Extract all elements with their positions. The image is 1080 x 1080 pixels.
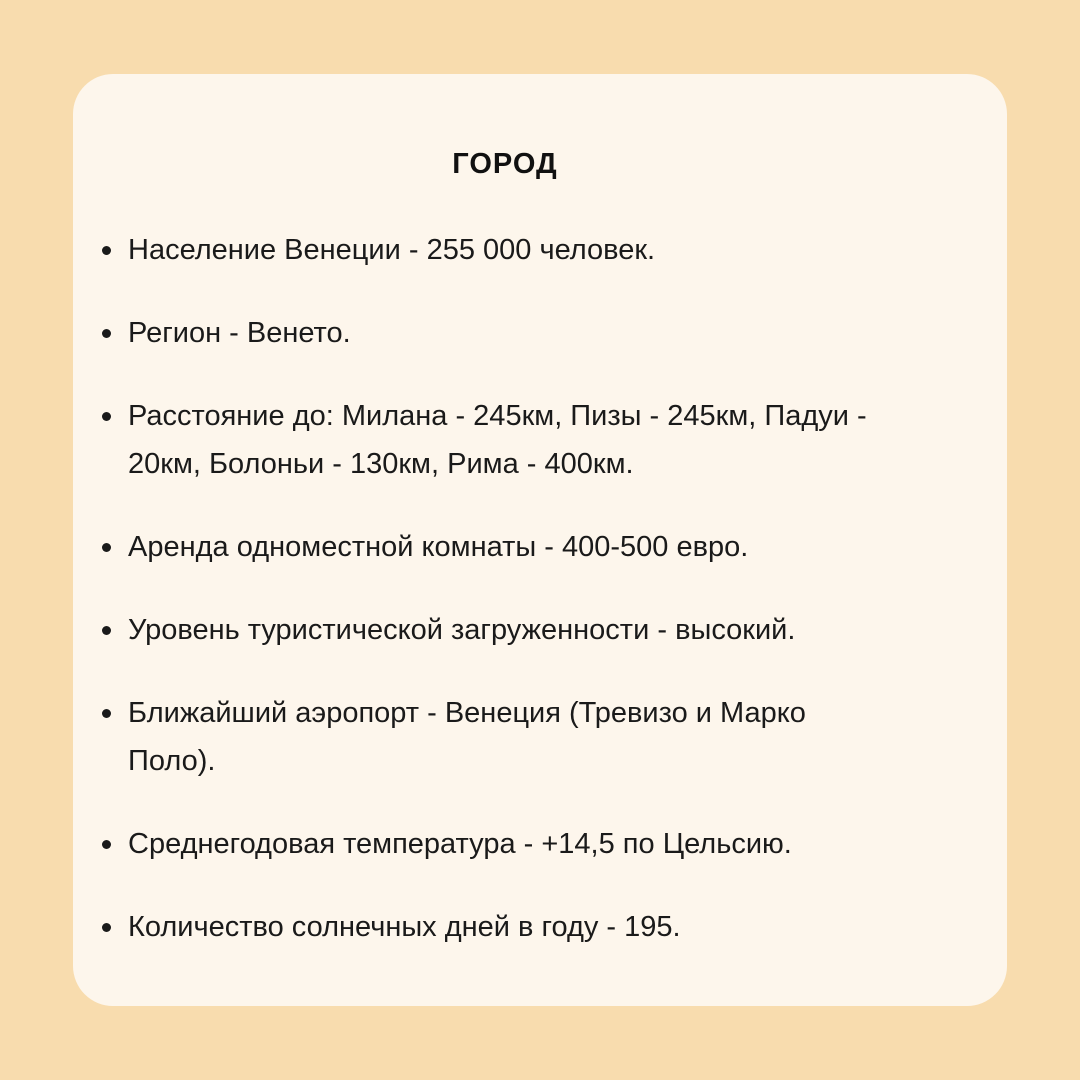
list-item-sunny-days: Количество солнечных дней в году - 195. [100, 903, 980, 951]
list-item-population: Население Венеции - 255 000 человек. [100, 226, 980, 274]
list-item-temperature: Среднегодовая температура - +14,5 по Цельсию. [100, 820, 980, 868]
list-item-distances: Расстояние до: Милана - 245км, Пизы - 245км, Падуи - 20км, Болоньи - 130км, Рима - 400км. [100, 392, 898, 488]
list-item-tourism: Уровень туристической загруженности - высокий. [100, 606, 980, 654]
facts-list [100, 226, 980, 986]
list-item-rent: Аренда одноместной комнаты - 400-500 евро. [100, 523, 980, 571]
page-title: ГОРОД [452, 148, 558, 180]
list-item-region: Регион - Венето. [100, 309, 980, 357]
list-item-airport: Ближайший аэропорт - Венеция (Тревизо и Марко Поло). [100, 689, 888, 785]
